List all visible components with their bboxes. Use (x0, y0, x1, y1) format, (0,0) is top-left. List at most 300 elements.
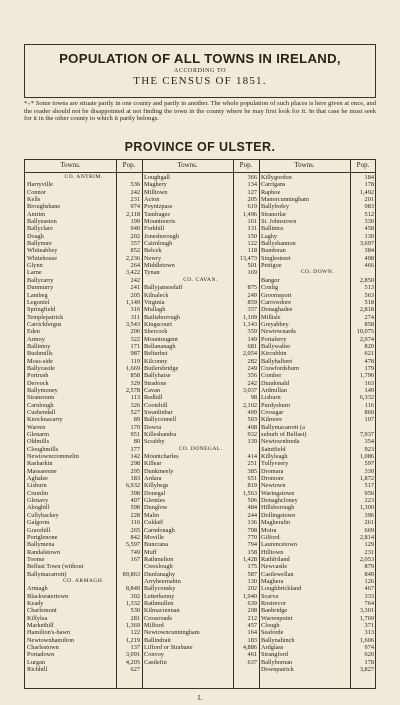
table-row (142, 394, 259, 401)
town-name: Charlestown (27, 644, 59, 651)
town-name: Rathfriland (261, 555, 290, 563)
town-population: 281 (130, 614, 140, 622)
town-population: 7,937 (359, 431, 374, 439)
table-row (142, 563, 259, 570)
town-population: 1,940 (242, 592, 257, 600)
town-name: Gracehill (27, 526, 51, 534)
town-population: 3,827 (359, 666, 374, 674)
town-population: 205 (130, 291, 140, 299)
table-row (25, 512, 142, 519)
town-name: Lisburn (27, 482, 47, 490)
table-row (25, 387, 142, 394)
town-population: 859 (247, 298, 257, 306)
table-row (142, 269, 259, 276)
town-name: Greyabbey (261, 320, 289, 328)
table-row (259, 475, 376, 482)
town-population: 3,543 (125, 320, 140, 328)
town-name: Hillsborough (261, 504, 295, 512)
town-population: 129 (364, 541, 374, 549)
table-row (25, 409, 142, 416)
table-row (25, 571, 142, 578)
table-row (142, 424, 259, 431)
town-population: 2,102 (242, 401, 257, 409)
town-population: 169 (247, 269, 257, 277)
town-population: 940 (130, 225, 140, 233)
town-population: 126 (364, 577, 374, 585)
town-name: Crossgar (261, 409, 284, 416)
town-population: 118 (247, 247, 257, 255)
town-name: Culdaff (144, 519, 164, 527)
town-population: 170 (130, 423, 140, 431)
table-row (25, 490, 142, 497)
town-name: Malin (144, 511, 160, 519)
town-population: 764 (364, 599, 374, 607)
town-population: 1,369 (125, 621, 140, 629)
town-name: Acton (144, 196, 160, 204)
table-row (25, 350, 142, 357)
county-heading (142, 446, 259, 453)
town-name: Newtownbreda (261, 438, 300, 446)
town-name: Ardglass (261, 644, 284, 651)
table-row (142, 615, 259, 622)
table-row (25, 380, 142, 387)
town-population: 1,428 (242, 555, 257, 563)
town-name: Arryheernabin (144, 577, 181, 585)
town-population: 506 (247, 497, 257, 505)
town-name: Kircubbin (261, 350, 287, 358)
town-population: 177 (130, 445, 140, 453)
county-heading (259, 269, 376, 276)
table-row (25, 269, 142, 276)
page-subtitle: ACCORDING TO (173, 68, 227, 74)
town-population: 408 (364, 254, 374, 262)
town-population: 536 (130, 181, 140, 189)
town-name: Straneoum (27, 394, 55, 402)
town-name: Kingscourt (144, 320, 172, 328)
town-name: Dundonald (261, 379, 289, 387)
table-row (25, 416, 142, 423)
town-name: Tullyveery (261, 460, 289, 468)
town-population: 956 (364, 489, 374, 497)
table-row (259, 409, 376, 416)
county-name: CO. ANTRIM. (64, 174, 103, 180)
town-population: 512 (364, 210, 374, 218)
town-population: 208 (247, 607, 257, 615)
table-row (259, 255, 376, 262)
town-name: Lambeg (27, 291, 48, 299)
town-name: Killear (144, 460, 162, 468)
town-population: 131 (247, 225, 257, 233)
table-row (259, 358, 376, 365)
town-name: Kilmacrennan (144, 607, 180, 615)
town-population: 242 (247, 379, 257, 387)
table-row (142, 549, 259, 556)
table-row (25, 600, 142, 607)
town-name: Killeshandra (144, 431, 177, 439)
table-row (259, 563, 376, 570)
town-population: 201 (364, 196, 374, 204)
table-row (259, 284, 376, 291)
table-row (142, 380, 259, 387)
town-population: 2,850 (359, 276, 374, 284)
town-population: 200 (130, 328, 140, 336)
town-name: Clough (261, 621, 280, 629)
town-population: 875 (247, 284, 257, 292)
table-row (142, 372, 259, 379)
town-population: 366 (247, 174, 257, 181)
town-name: Bailieborough (144, 313, 181, 321)
town-population: 134 (247, 181, 257, 189)
table-row (142, 196, 259, 203)
table-row (259, 556, 376, 563)
table-row (25, 196, 142, 203)
town-name: Newcastle (261, 563, 288, 571)
table-row (142, 306, 259, 313)
town-population: 1,606 (359, 636, 374, 644)
table-row (142, 299, 259, 306)
table-row (142, 211, 259, 218)
table-row (25, 446, 142, 453)
town-name: Banbridge (261, 607, 288, 615)
town-name: Scarva (261, 592, 279, 600)
town-population: 116 (130, 519, 140, 527)
town-population: 2,236 (125, 254, 140, 262)
town-population: 2,818 (359, 306, 374, 314)
town-name: Mountcharles (144, 453, 179, 461)
table-row (25, 211, 142, 218)
town-name: Ardara (144, 475, 162, 483)
page-signature: L (197, 694, 203, 702)
town-population: 858 (364, 320, 374, 328)
header-towns-2: Towns. (177, 161, 198, 169)
town-name: Massareene (27, 467, 57, 475)
table-row (259, 512, 376, 519)
county-heading (25, 578, 142, 585)
town-population: 80 (133, 438, 140, 446)
table-row (259, 306, 376, 313)
town-population: 983 (364, 203, 374, 211)
table-row (142, 247, 259, 254)
town-name: Middletown (144, 262, 175, 270)
town-name: Ballymena (27, 541, 55, 549)
town-population: 89 (133, 416, 140, 424)
town-population: 1,769 (359, 614, 374, 622)
town-population: 311 (130, 313, 140, 321)
header-towns-1: Towns. (60, 161, 81, 169)
table-row (25, 563, 142, 570)
town-name: Knocknacarry (27, 416, 63, 424)
table-row (25, 218, 142, 225)
town-name: Cairnlough (144, 240, 173, 248)
town-population: 149 (364, 386, 374, 394)
town-name: suburb of Belfast) (261, 431, 307, 439)
town-name: Kilmore (261, 416, 282, 424)
town-name: Armagh (27, 585, 48, 593)
town-population: 183 (130, 475, 140, 483)
town-name: Broughshane (27, 203, 61, 211)
town-population: 879 (364, 563, 374, 571)
table-row (25, 585, 142, 592)
town-name: Glenties (144, 497, 165, 505)
town-name: Ballyclare (27, 225, 53, 233)
province-heading: PROVINCE OF ULSTER. (124, 140, 276, 154)
town-population: 794 (247, 541, 257, 549)
town-name: Ballymacarrett) (27, 570, 67, 578)
county-heading (25, 174, 142, 181)
town-population: 158 (247, 548, 257, 556)
table-row (25, 292, 142, 299)
town-name: Hilltown (261, 548, 284, 556)
table-row (142, 622, 259, 629)
census-title: THE CENSUS OF 1851. (133, 75, 267, 87)
town-population: 184 (364, 174, 374, 181)
table-row (259, 497, 376, 504)
town-population: 231 (364, 548, 374, 556)
table-row (25, 306, 142, 313)
table-row (259, 394, 376, 401)
table-row (142, 629, 259, 636)
table-row (259, 380, 376, 387)
table-row (25, 504, 142, 511)
town-name: Kells (27, 196, 41, 204)
town-population: 8,849 (125, 585, 140, 593)
town-name: Comber (261, 372, 282, 380)
table-row (259, 240, 376, 247)
table-row (259, 292, 376, 299)
town-name: Bangor (261, 276, 280, 284)
table-row (142, 519, 259, 526)
town-name: Crossroads (144, 614, 172, 622)
town-name: Conlig (261, 284, 279, 292)
town-name: Stradone (144, 379, 167, 387)
town-population: 202 (130, 232, 140, 240)
table-row (259, 431, 376, 438)
table-row (259, 460, 376, 467)
table-row (259, 607, 376, 614)
town-name: Moss-side (27, 357, 53, 365)
town-population: 136 (247, 519, 257, 527)
town-name: Redhill (144, 394, 163, 402)
town-name: Dowra (144, 423, 162, 431)
table-row (259, 585, 376, 592)
town-name: Kilnaleck (144, 291, 169, 299)
table-row (259, 600, 376, 607)
town-name: Glynn (27, 262, 43, 270)
town-population: 264 (130, 262, 140, 270)
town-name: Newtownards (261, 328, 296, 336)
town-name: Muff (144, 548, 157, 556)
town-population: 249 (247, 291, 257, 299)
town-name: Ballyhaise (144, 372, 171, 380)
table-row (25, 343, 142, 350)
town-population: 330 (364, 467, 374, 475)
table-row (25, 424, 142, 431)
town-name: Bellananagh (144, 342, 176, 350)
table-row (142, 402, 259, 409)
town-name: Ballyhalbert (261, 357, 293, 365)
town-population: 251 (247, 460, 257, 468)
table-row (259, 593, 376, 600)
town-population: 178 (364, 658, 374, 666)
table-row (259, 571, 376, 578)
county-heading (142, 277, 259, 284)
town-name: Maghery (144, 181, 167, 189)
town-name: Killyleagh (261, 453, 288, 461)
town-population: 316 (130, 306, 140, 314)
town-population: 2,054 (242, 350, 257, 358)
town-population: 530 (130, 607, 140, 615)
table-row (142, 218, 259, 225)
table-row (259, 225, 376, 232)
table-row (259, 534, 376, 541)
town-name: Cullybackey (27, 511, 59, 519)
table-row (25, 247, 142, 254)
town-population: 1,563 (242, 489, 257, 497)
table-row (25, 651, 142, 658)
table-row (142, 468, 259, 475)
county-name: CO. CAVAN. (183, 276, 218, 283)
table-row (142, 460, 259, 467)
town-population: 563 (364, 291, 374, 299)
town-population: 357 (247, 306, 257, 314)
town-name: Crumlin (27, 489, 48, 497)
town-name: Moira (261, 526, 277, 534)
town-population: 164 (247, 629, 257, 637)
town-population: 356 (247, 372, 257, 380)
town-name: Carrickfergus (27, 320, 62, 328)
table-row (25, 629, 142, 636)
town-name: Donegal (144, 489, 166, 497)
town-population: 627 (130, 666, 140, 674)
town-population: 478 (364, 357, 374, 365)
town-population: 175 (247, 563, 257, 571)
table-row (142, 255, 259, 262)
town-population: 407 (130, 497, 140, 505)
town-name: Ballindrait (144, 636, 171, 644)
table-row (25, 203, 142, 210)
table-row (142, 284, 259, 291)
town-population: 107 (364, 416, 374, 424)
table-row (259, 504, 376, 511)
town-population: 179 (364, 364, 374, 372)
table-row (25, 453, 142, 460)
town-population: 1,492 (359, 188, 374, 196)
town-name: Lisburn (261, 394, 281, 402)
town-population: 503 (247, 416, 257, 424)
town-name: Newtowncunningham (144, 629, 200, 637)
town-population: 113 (130, 394, 140, 402)
town-population: 212 (247, 614, 257, 622)
town-name: Lurgan (27, 658, 46, 666)
town-population: 202 (247, 585, 257, 593)
town-population: 396 (364, 511, 374, 519)
table-row (142, 527, 259, 534)
table-row (259, 637, 376, 644)
table-row (142, 534, 259, 541)
table-row (25, 497, 142, 504)
town-population: 385 (247, 467, 257, 475)
table-row (259, 541, 376, 548)
table-column-1 (25, 160, 142, 688)
table-row (259, 343, 376, 350)
town-population: 1,496 (242, 210, 257, 218)
town-name: Killybegs (144, 482, 169, 490)
table-row (25, 365, 142, 372)
town-name: Dunfanaghy (144, 570, 176, 578)
town-name: Ballyconnell (144, 416, 177, 424)
town-name: Richhill (27, 666, 48, 674)
table-row (259, 615, 376, 622)
town-name: Hamilton's-bawn (27, 629, 71, 637)
table-row (25, 607, 142, 614)
table-row (142, 644, 259, 651)
town-name: Moville (144, 533, 164, 541)
town-name: Newtownhamilton (27, 636, 74, 644)
town-population: 130 (364, 232, 374, 240)
town-population: 620 (364, 651, 374, 659)
town-name: Killygordon (261, 174, 292, 181)
table-row (259, 174, 376, 181)
town-population: 274 (364, 313, 374, 321)
town-population: 842 (130, 533, 140, 541)
table-row (142, 336, 259, 343)
table-row (142, 490, 259, 497)
table-row (25, 314, 142, 321)
town-population: 302 (130, 592, 140, 600)
town-name: Connor (27, 188, 46, 196)
town-population: 1,149 (125, 298, 140, 306)
town-population: 2,118 (126, 210, 140, 218)
town-population: 597 (364, 460, 374, 468)
town-population: 3,037 (242, 386, 257, 394)
town-name: Ballycastle (27, 364, 55, 372)
table-row (259, 218, 376, 225)
town-name: Singlestreet (261, 254, 291, 262)
town-name: Toome (27, 555, 45, 563)
table-row (259, 519, 376, 526)
town-population: 3,422 (125, 269, 140, 277)
table-row (142, 314, 259, 321)
table-row (25, 402, 142, 409)
table-row (25, 328, 142, 335)
town-population: 513 (364, 284, 374, 292)
town-population: 384 (364, 247, 374, 255)
town-population: 923 (364, 445, 374, 453)
town-name: Antrim (27, 210, 46, 218)
town-name: Dunglow (144, 504, 168, 512)
table-row (259, 350, 376, 357)
town-name: Killylea (27, 614, 48, 622)
town-name: Convoy (144, 651, 164, 659)
town-name: Letterkenny (144, 592, 175, 600)
table-row (142, 292, 259, 299)
town-population: 819 (247, 482, 257, 490)
town-population: 5,597 (125, 541, 140, 549)
town-population: 484 (247, 504, 257, 512)
town-population: 621 (364, 350, 374, 358)
town-name: Carrowdore (261, 298, 292, 306)
town-population: 974 (364, 644, 374, 651)
table-row (142, 328, 259, 335)
town-population: 499 (247, 409, 257, 416)
town-name: Belturbet (144, 350, 168, 358)
table-row (25, 460, 142, 467)
table-row (259, 416, 376, 423)
table-row (142, 409, 259, 416)
table-row (142, 637, 259, 644)
town-population: 183 (247, 636, 257, 644)
town-name: Portrush (27, 372, 49, 380)
